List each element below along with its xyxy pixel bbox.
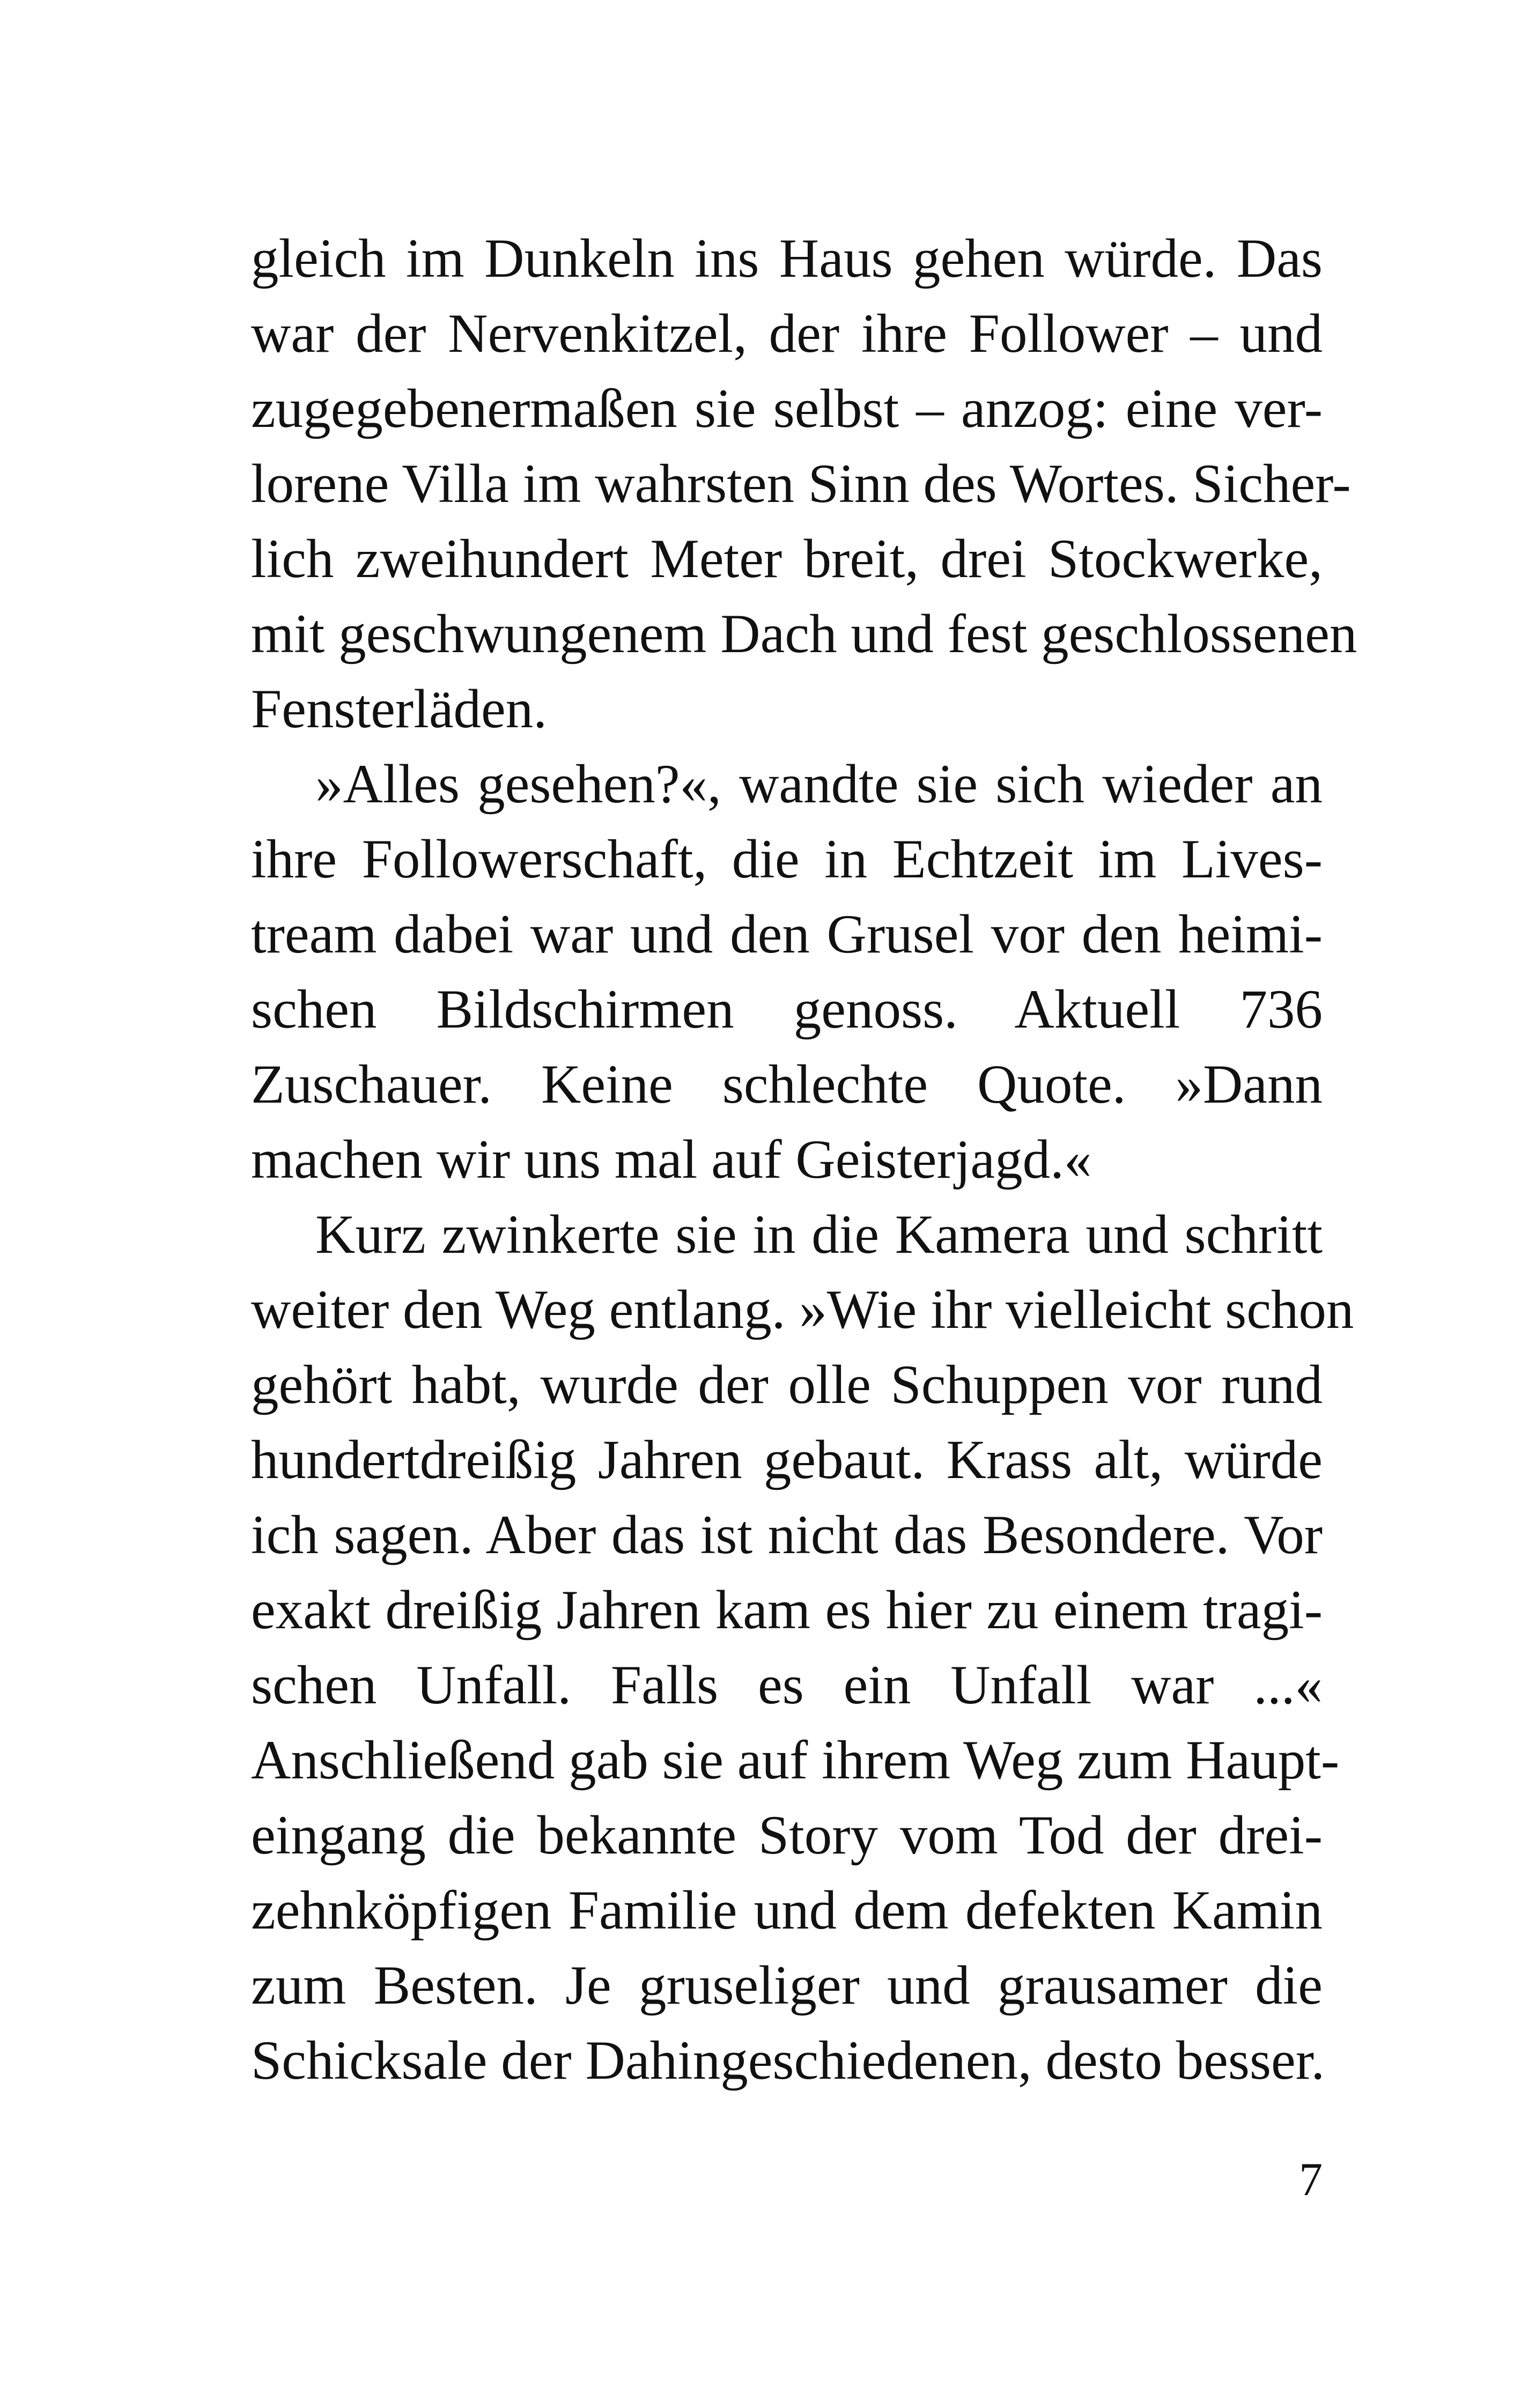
text-line: machen wir uns mal auf Geisterjagd.«	[251, 1129, 1092, 1190]
text-line: Kurz zwinkerte sie in die Kamera und schritt	[315, 1204, 1323, 1265]
text-line: mit geschwungenem Dach und fest geschlossenen	[251, 603, 1357, 664]
text-line: lorene Villa im wahrsten Sinn des Wortes. Sicher-	[251, 453, 1351, 514]
text-line: Schicksale der Dahingeschiedenen, desto besser.	[251, 2030, 1325, 2091]
text-line: ich sagen. Aber das ist nicht das Besondere. Vor	[251, 1504, 1323, 1565]
text-line: zehnköpfigen Familie und dem defekten Kamin	[251, 1880, 1323, 1941]
text-line: ihre Followerschaft, die in Echtzeit im Lives-	[251, 829, 1323, 890]
body-text	[251, 221, 1357, 2098]
page-number: 7	[1299, 2154, 1323, 2206]
text-line: hundertdreißig Jahren gebaut. Krass alt, würde	[251, 1429, 1323, 1490]
text-line: Fensterläden.	[251, 678, 548, 740]
text-line: schen Unfall. Falls es ein Unfall war ...«	[251, 1654, 1323, 1716]
text-line: gehört habt, wurde der olle Schuppen vor rund	[251, 1354, 1323, 1415]
text-line: weiter den Weg entlang. »Wie ihr vielleicht schon	[251, 1279, 1354, 1340]
text-line: lich zweihundert Meter breit, drei Stockwerke,	[251, 528, 1323, 589]
text-line: gleich im Dunkeln ins Haus gehen würde. Das	[251, 228, 1323, 289]
text-line: schen Bildschirmen genoss. Aktuell 736	[251, 979, 1323, 1040]
text-line: war der Nervenkitzel, der ihre Follower – und	[251, 303, 1323, 364]
text-line: eingang die bekannte Story vom Tod der drei-	[251, 1805, 1323, 1866]
text-line: Anschließend gab sie auf ihrem Weg zum Haupt-	[251, 1730, 1340, 1791]
text-line: tream dabei war und den Grusel vor den heimi-	[251, 904, 1323, 965]
text-line: exakt dreißig Jahren kam es hier zu einem tragi-	[251, 1579, 1323, 1641]
text-line: »Alles gesehen?«, wandte sie sich wieder an	[315, 754, 1323, 815]
text-line: zugegebenermaßen sie selbst – anzog: eine ver-	[251, 378, 1323, 439]
text-line: zum Besten. Je gruseliger und grausamer die	[251, 1955, 1323, 2016]
text-line: Zuschauer. Keine schlechte Quote. »Dann	[251, 1054, 1323, 1115]
